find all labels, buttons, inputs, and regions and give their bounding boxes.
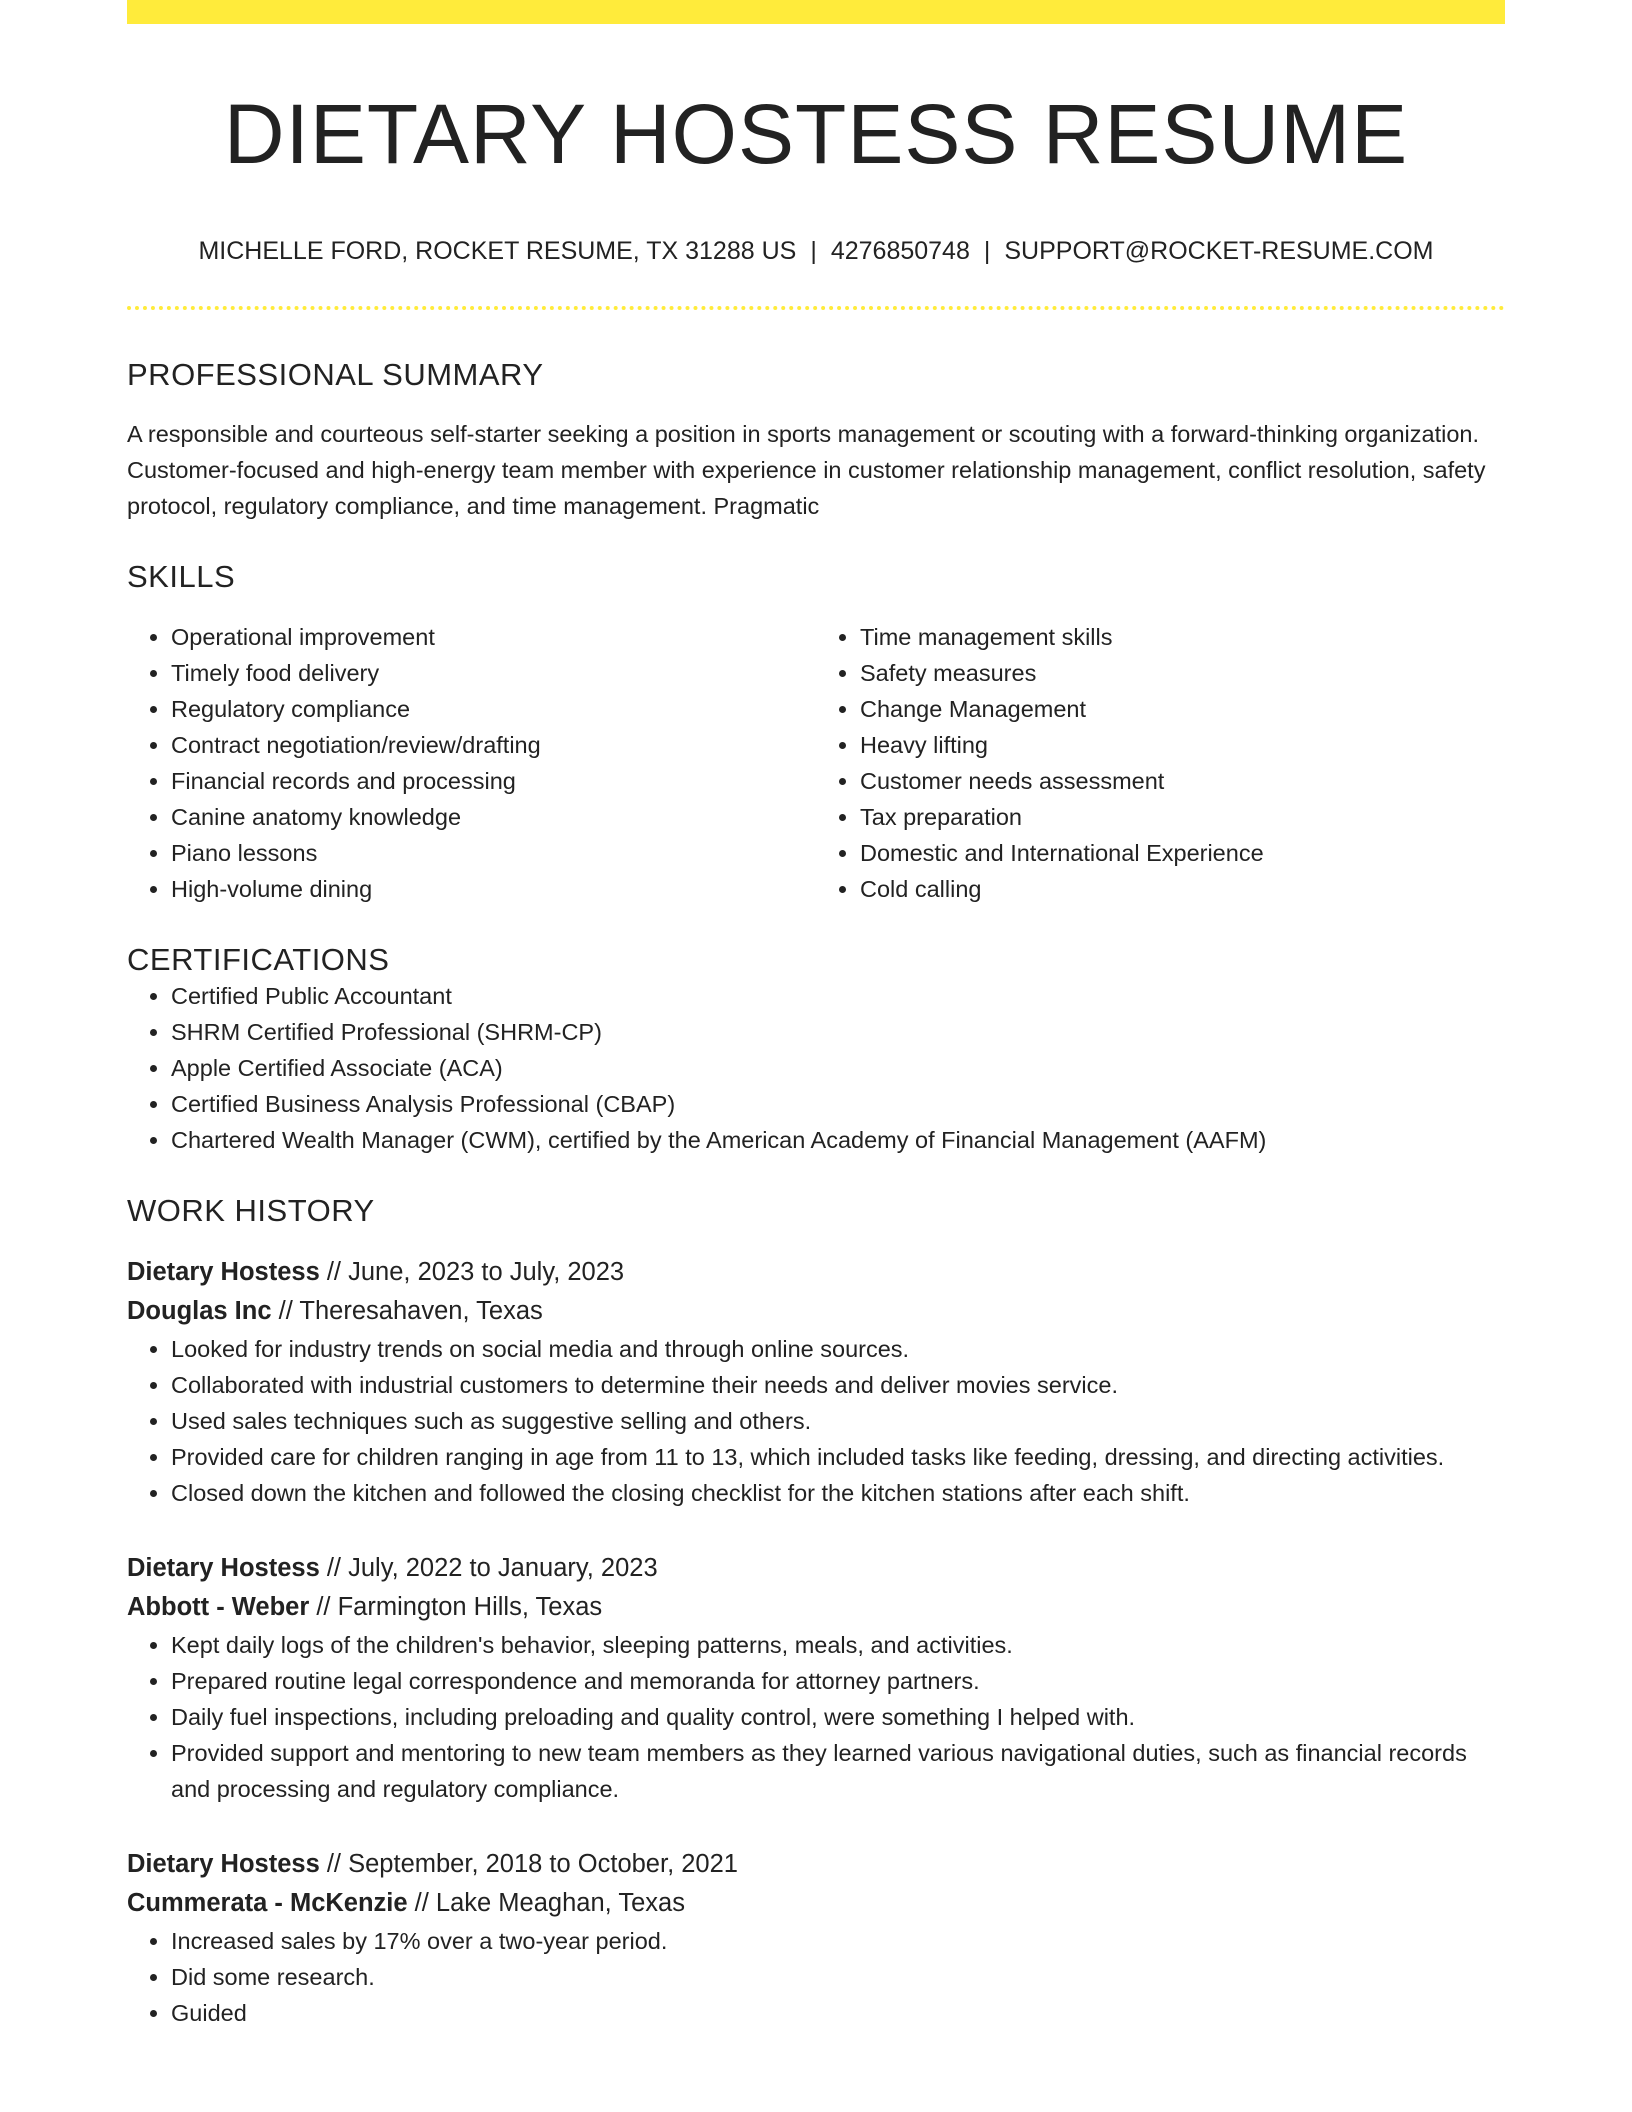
- summary-text: A responsible and courteous self-starter seeking a position in sports management or scouting with a forward-thinking organization. Customer-focused and high-energy team member with experience in customer relationship management, conflict resolution, safety protocol, regulatory compliance, and time management. Pragmatic: [127, 420, 1486, 519]
- certification-item: • SHRM Certified Professional (SHRM-CP): [171, 1014, 1505, 1050]
- certification-item: • Certified Business Analysis Professional (CBAP): [171, 1086, 1505, 1122]
- field-separator: //: [319, 1850, 349, 1879]
- skill-item: • Financial records and processing: [171, 763, 816, 799]
- job-title: Dietary Hostess: [127, 1850, 320, 1879]
- skill-item: • Change Management: [860, 691, 1505, 727]
- skill-item: • Regulatory compliance: [171, 691, 816, 727]
- certification-item: • Chartered Wealth Manager (CWM), certified by the American Academy of Financial Management (AAFM): [171, 1122, 1505, 1158]
- job-location: Farmington Hills, Texas: [337, 1593, 603, 1622]
- job-duty-item: • Looked for industry trends on social media and through online sources.: [171, 1331, 1505, 1367]
- contact-email: SUPPORT@ROCKET-RESUME.COM: [1004, 237, 1434, 266]
- job-entry: [127, 1845, 1505, 2031]
- certifications-list: [127, 978, 1505, 1158]
- job-duties-list: [127, 1331, 1505, 1511]
- job-company-line: [127, 1884, 1505, 1923]
- job-title: Dietary Hostess: [127, 1258, 320, 1287]
- job-entry: [127, 1549, 1505, 1807]
- work-history-heading: WORK HISTORY: [127, 1192, 375, 1228]
- skill-item: • Timely food delivery: [171, 655, 816, 691]
- job-duty-item: • Used sales techniques such as suggestive selling and others.: [171, 1403, 1505, 1439]
- skill-item: • Safety measures: [860, 655, 1505, 691]
- job-duty-item: • Did some research.: [171, 1959, 1505, 1995]
- job-duties-list: [127, 1923, 1505, 2031]
- job-duty-item: • Collaborated with industrial customers to determine their needs and deliver movies service.: [171, 1367, 1505, 1403]
- job-company: Abbott - Weber: [127, 1593, 310, 1622]
- field-separator: //: [319, 1258, 349, 1287]
- skills-left-list: [127, 619, 816, 907]
- contact-phone: 4276850748: [830, 237, 970, 266]
- job-dates: June, 2023 to July, 2023: [348, 1258, 625, 1287]
- job-title-line: [127, 1549, 1505, 1588]
- job-duty-item: • Daily fuel inspections, including preloading and quality control, were something I helped with.: [171, 1699, 1505, 1735]
- summary-heading: PROFESSIONAL SUMMARY: [127, 357, 544, 393]
- certification-item: • Apple Certified Associate (ACA): [171, 1050, 1505, 1086]
- skills-heading: SKILLS: [127, 558, 236, 594]
- job-duty-item: • Closed down the kitchen and followed the closing checklist for the kitchen stations after each shift.: [171, 1475, 1505, 1511]
- skill-item: • Canine anatomy knowledge: [171, 799, 816, 835]
- resume-title: DIETARY HOSTESS RESUME: [223, 87, 1409, 181]
- certification-item: • Certified Public Accountant: [171, 978, 1505, 1014]
- job-company: Douglas Inc: [127, 1297, 272, 1326]
- skill-item: • Cold calling: [860, 871, 1505, 907]
- job-dates: July, 2022 to January, 2023: [348, 1554, 658, 1583]
- job-duty-item: • Kept daily logs of the children's behavior, sleeping patterns, meals, and activities.: [171, 1627, 1505, 1663]
- work-history-list: [127, 1253, 1505, 2031]
- job-entry: [127, 1253, 1505, 1511]
- contact-address: MICHELLE FORD, ROCKET RESUME, TX 31288 US: [198, 237, 797, 266]
- skill-item: • Time management skills: [860, 619, 1505, 655]
- job-company-line: [127, 1292, 1505, 1331]
- skill-item: • Piano lessons: [171, 835, 816, 871]
- job-company-line: [127, 1588, 1505, 1627]
- accent-top-bar: [127, 0, 1505, 24]
- certifications-heading: CERTIFICATIONS: [127, 941, 390, 977]
- contact-separator: |: [810, 237, 817, 266]
- skill-item: • Tax preparation: [860, 799, 1505, 835]
- contact-line: [127, 236, 1505, 266]
- skill-item: • Customer needs assessment: [860, 763, 1505, 799]
- job-duties-list: [127, 1627, 1505, 1807]
- job-company: Cummerata - McKenzie: [127, 1889, 408, 1918]
- dotted-divider: [127, 306, 1505, 310]
- field-separator: //: [407, 1889, 436, 1918]
- field-separator: //: [309, 1593, 338, 1622]
- field-separator: //: [319, 1554, 349, 1583]
- job-location: Lake Meaghan, Texas: [435, 1889, 685, 1918]
- job-location: Theresahaven, Texas: [299, 1297, 543, 1326]
- job-dates: September, 2018 to October, 2021: [348, 1850, 738, 1879]
- contact-separator: |: [983, 237, 991, 266]
- job-duty-item: • Provided support and mentoring to new team members as they learned various navigational duties, such as financial records and processing and regulatory compliance.: [171, 1735, 1505, 1807]
- skill-item: • High-volume dining: [171, 871, 816, 907]
- resume-page: [127, 0, 1505, 2031]
- skill-item: • Heavy lifting: [860, 727, 1505, 763]
- skills-grid: [127, 619, 1505, 907]
- job-title-line: [127, 1845, 1505, 1884]
- job-duty-item: • Increased sales by 17% over a two-year period.: [171, 1923, 1505, 1959]
- job-title-line: [127, 1253, 1505, 1292]
- skill-item: • Operational improvement: [171, 619, 816, 655]
- skill-item: • Domestic and International Experience: [860, 835, 1505, 871]
- job-title: Dietary Hostess: [127, 1554, 320, 1583]
- skill-item: • Contract negotiation/review/drafting: [171, 727, 816, 763]
- field-separator: //: [271, 1297, 300, 1326]
- skills-right-list: [816, 619, 1505, 907]
- job-duty-item: • Guided: [171, 1995, 1505, 2031]
- job-duty-item: • Provided care for children ranging in age from 11 to 13, which included tasks like feeding, dressing, and directing activities.: [171, 1439, 1505, 1475]
- job-duty-item: • Prepared routine legal correspondence and memoranda for attorney partners.: [171, 1663, 1505, 1699]
